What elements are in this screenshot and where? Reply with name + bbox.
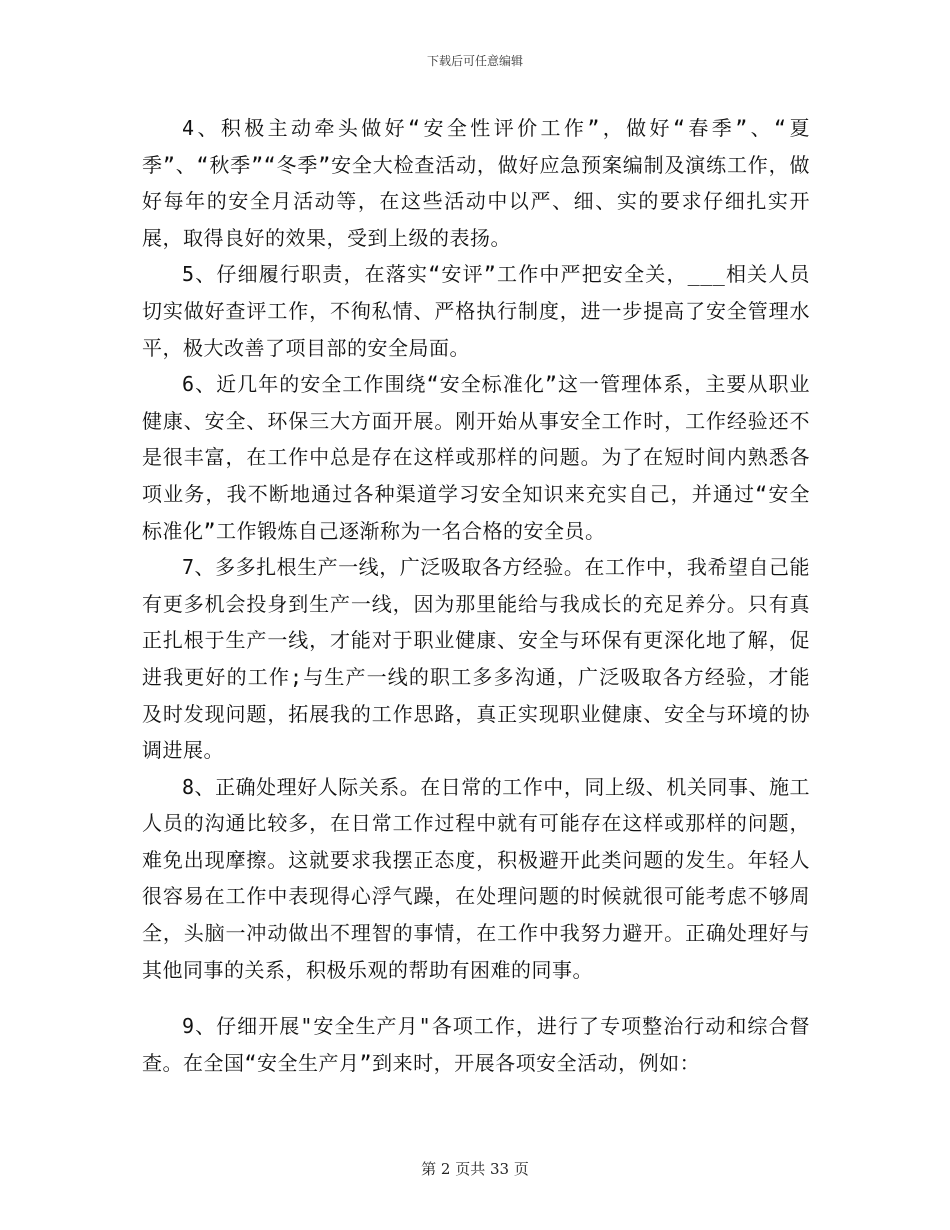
- paragraph-6: 6、近几年的安全工作围绕“安全标准化”这一管理体系，主要从职业健康、安全、环保三大方面开展。刚开始从事安全工作时，工作经验还不是很丰富，在工作中总是存在这样或那样的问题。为了在短时间内熟悉各项业务，我不断地通过各种渠道学习安全知识来充实自己，并通过“安全标准化”工作锻炼自己逐渐称为一名合格的安全员。: [142, 372, 810, 543]
- paragraph-9: 9、仔细开展"安全生产月"各项工作，进行了专项整治行动和综合督查。在全国“安全生产月”到来时，开展各项安全活动，例如：: [142, 1014, 810, 1075]
- paragraph-8: 8、正确处理好人际关系。在日常的工作中，同上级、机关同事、施工人员的沟通比较多，在日常工作过程中就有可能存在这样或那样的问题，难免出现摩擦。这就要求我摆正态度，积极避开此类问题的发生。年轻人很容易在工作中表现得心浮气躁，在处理问题的时候就很可能考虑不够周全，头脑一冲动做出不理智的事情，在工作中我努力避开。正确处理好与其他同事的关系，积极乐观的帮助有困难的同事。: [142, 774, 810, 982]
- paragraph-7: 7、多多扎根生产一线，广泛吸取各方经验。在工作中，我希望自己能有更多机会投身到生产一线，因为那里能给与我成长的充足养分。只有真正扎根于生产一线，才能对于职业健康、安全与环保有更深化地了解，促进我更好的工作;与生产一线的职工多多沟通，广泛吸取各方经验，才能及时发现问题，拓展我的工作思路，真正实现职业健康、安全与环境的协调进展。: [142, 555, 810, 763]
- paragraph-5: 5、仔细履行职责，在落实“安评”工作中严把安全关，___相关人员切实做好查评工作，不徇私情、严格执行制度，进一步提高了安全管理水平，极大改善了项目部的安全局面。: [142, 262, 810, 360]
- document-body: [142, 110, 810, 1081]
- page-header: 下载后可任意编辑: [426, 54, 523, 68]
- page-number: 第 2 页共 33 页: [421, 1160, 529, 1178]
- paragraph-4: 4、积极主动牵头做好“安全性评价工作”，做好“春季”、“夏季”、“秋季”“冬季”安全大检查活动，做好应急预案编制及演练工作，做好每年的安全月活动等，在这些活动中以严、细、实的要求仔细扎实开展，取得良好的效果，受到上级的表扬。: [142, 116, 810, 250]
